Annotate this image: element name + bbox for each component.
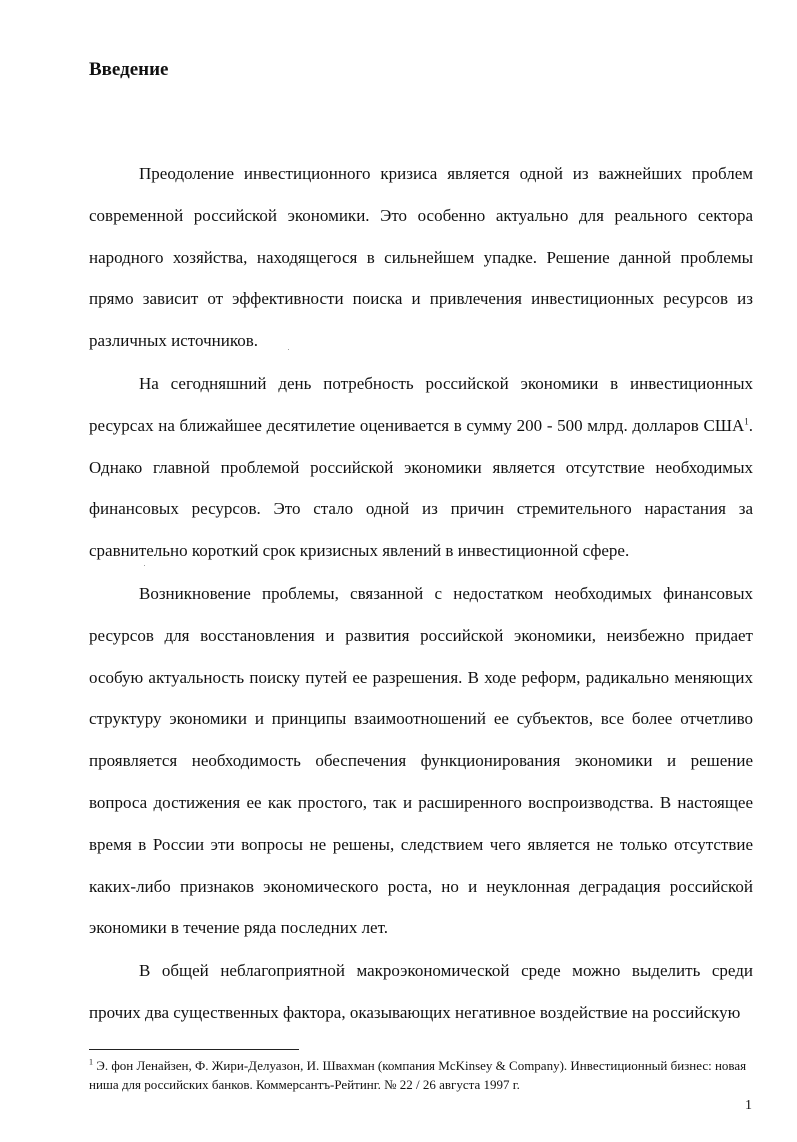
page-title: Введение: [89, 59, 169, 80]
paragraph-2: [89, 363, 753, 572]
paragraph-1: Преодоление инвестиционного кризиса является одной из важнейших проблем современной российской экономики. Это особенно актуально для реального сектора народного хозяйства, находящегося в сильнейшем упадке. Решение данной проблемы прямо зависит от эффективности поиска и привлечения инвестиционных ресурсов из различных источников.: [89, 164, 753, 351]
paragraph-3: Возникновение проблемы, связанной с недостатком необходимых финансовых ресурсов для восстановления и развития российской экономики, неизбежно придает особую актуальность поиску путей ее разрешения. В ходе реформ, радикально меняющих структуру экономики и принципы взаимоотношений ее субъектов, все более отчетливо проявляется необходимость обеспечения функционирования экономики и решение вопроса достижения ее как простого, так и расширенного воспроизводства. В настоящее время в России эти вопросы не решены, следствием чего является не только отсутствие каких-либо признаков экономического роста, но и неуклонная деградация российской экономики в течение ряда последних лет.: [89, 583, 753, 938]
page-number: 1: [745, 1098, 752, 1113]
scan-speck: [288, 349, 289, 350]
paragraph-2-part-2: . Однако главной проблемой российской экономики является отсутствие необходимых финансовых ресурсов. Это стало одной из причин стремительного нарастания за сравнительно короткий срок кризисных явлений в инвестиционной сфере.: [89, 415, 753, 561]
paragraph-2-part-1: На сегодняшний день потребность российской экономики в инвестиционных ресурсах на ближайшее десятилетие оценивается в сумму 200 - 500 млрд. долларов США: [89, 373, 753, 435]
body-text: [89, 153, 753, 1035]
footnote-text: Э. фон Ленайзен, Ф. Жири-Делуазон, И. Швахман (компания McKinsey & Company). Инвестиционный бизнес: новая ниша для российских банков. Коммерсантъ-Рейтинг. № 22 / 26 августа 1997 г.: [89, 1058, 747, 1092]
footnote-reference: 1: [744, 416, 749, 427]
scan-speck: [144, 565, 145, 566]
paragraph-4: В общей неблагоприятной макроэкономической среде можно выделить среди прочих два существенных фактора, оказывающих негативное воздействие на российскую: [89, 961, 753, 1022]
footnote-marker: 1: [89, 1057, 93, 1067]
footnote-separator: [89, 1049, 299, 1050]
footnote: [89, 1056, 753, 1094]
